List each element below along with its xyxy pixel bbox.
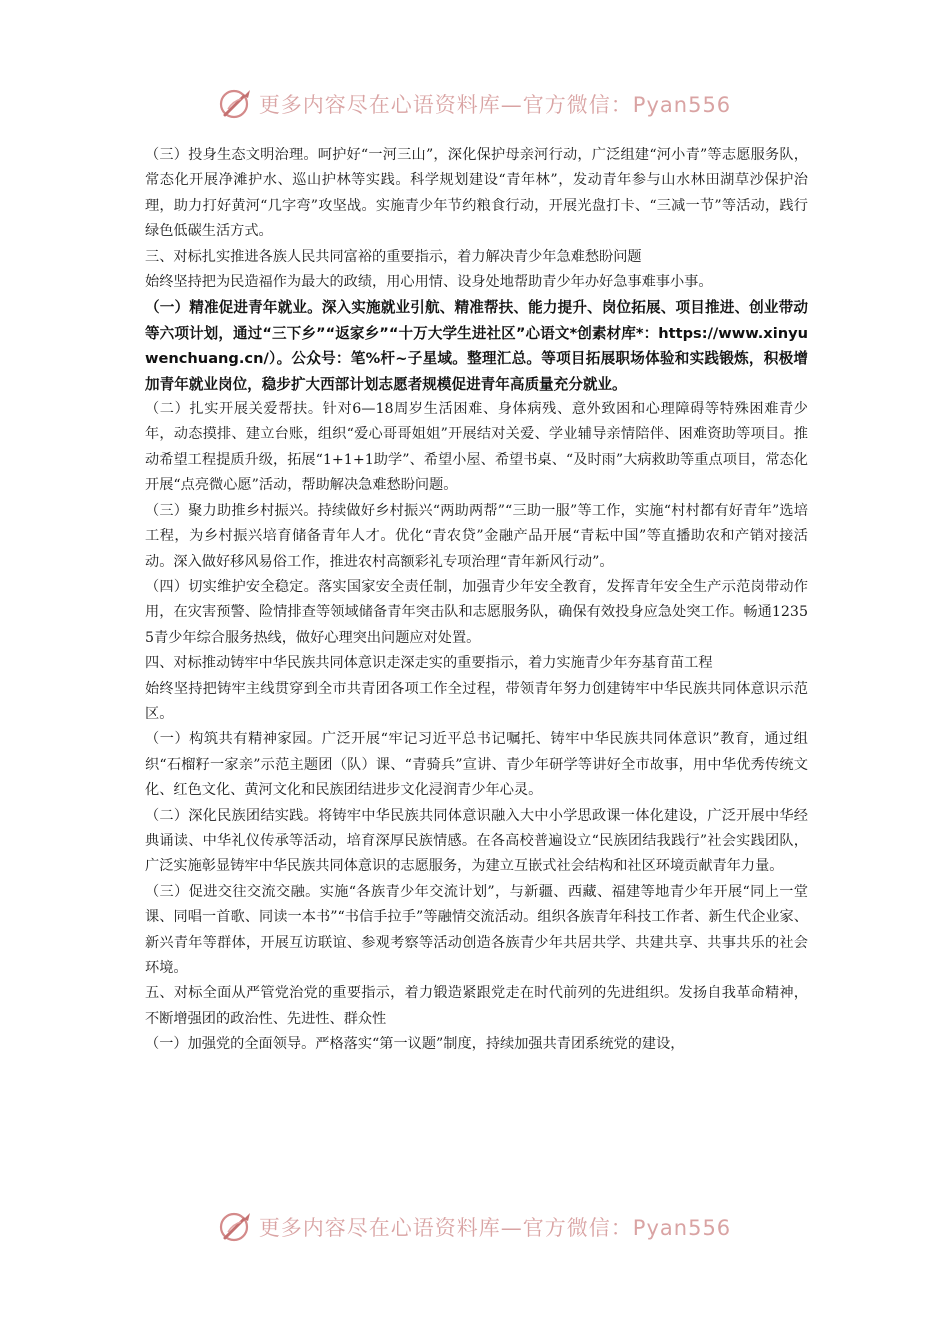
paragraph: （四）切实维护安全稳定。落实国家安全责任制，加强青少年安全教育，发挥青年安全生产示范岗带动作用，在灾害预警、险情排查等领域储备青年突击队和志愿服务队，确保有效投身应急处突工作。畅通12355青少年综合服务热线，做好心理突出问题应对处置。 [145,578,808,646]
paragraph: （一）加强党的全面领导。严格落实“第一议题”制度，持续加强共青团系统党的建设， [145,1036,685,1053]
paragraph: 始终坚持把铸牢主线贯穿到全市共青团各项工作全过程，带领青年努力创建铸牢中华民族共同体意识示范区。 [145,680,808,722]
footer-watermark-banner [0,1205,950,1249]
pen-logo-icon [219,1210,253,1244]
header-watermark-banner [0,82,950,126]
pen-logo-icon [219,87,253,121]
section-heading: 三、对标扎实推进各族人民共同富裕的重要指示，着力解决青少年急难愁盼问题 [145,248,642,265]
paragraph: （三）投身生态文明治理。呵护好“一河三山”，深化保护母亲河行动，广泛组建“河小青”等志愿服务队，常态化开展净滩护水、巡山护林等实践。科学规划建设“青年林”，发动青年参与山水林田湖草沙保护治理，助力打好黄河“几字弯”攻坚战。实施青少年节约粮食行动，开展光盘打卡、“三减一节”等活动，践行绿色低碳生活方式。 [145,147,808,240]
section-heading: 四、对标推动铸牢中华民族共同体意识走深走实的重要指示，着力实施青少年夯基育苗工程 [145,655,713,672]
paragraph: （二）深化民族团结实践。将铸牢中华民族共同体意识融入大中小学思政课一体化建设，广泛开展中华经典诵读、中华礼仪传承等活动，培育深厚民族情感。在各高校普遍设立“民族团结我践行”社会实践团队，广泛实施彰显铸牢中华民族共同体意识的志愿服务，为建立互嵌式社会结构和社区环境贡献青年力量。 [145,807,808,875]
paragraph: （三）聚力助推乡村振兴。持续做好乡村振兴“两助两帮”“三助一服”等工作，实施“村村都有好青年”选培工程，为乡村振兴培育储备青年人才。优化“青农贷”金融产品开展“青耘中国”等直播助农和产销对接活动。深入做好移风易俗工作，推进农村高额彩礼专项治理“青年新风行动”。 [145,502,808,570]
paragraph: （二）扎实开展关爱帮扶。针对6—18周岁生活困难、身体病残、意外致困和心理障碍等特殊困难青少年，动态摸排、建立台账，组织“爱心哥哥姐姐”开展结对关爱、学业辅导亲情陪伴、困难资助等项目。推动希望工程提质升级，拓展“1+1+1助学”、希望小屋、希望书桌、“及时雨”大病救助等重点项目，常态化开展“点亮微心愿”活动，帮助解决急难愁盼问题。 [145,401,808,494]
watermark-text: 更多内容尽在心语资料库—官方微信：Pyan556 [258,93,732,117]
paragraph: （一）构筑共有精神家园。广泛开展“牢记习近平总书记嘱托、铸牢中华民族共同体意识”教育，通过组织“石榴籽一家亲”示范主题团（队）课、“青骑兵”宣讲、青少年研学等讲好全市故事，用中华优秀传统文化、红色文化、黄河文化和民族团结进步文化浸润青少年心灵。 [145,731,808,799]
bold-paragraph: （一）精准促进青年就业。深入实施就业引航、精准帮扶、能力提升、岗位拓展、项目推进、创业带动等六项计划，通过“三下乡”“返家乡”“十万大学生进社区”心语文*创素材库*：https://www.xinyuwenchuang.cn/）。公众号：笔%杆~子星域。整理汇总。等项目拓展职场体验和实践锻炼，积极增加青年就业岗位，稳步扩大西部计划志愿者规模促进青年高质量充分就业。 [145,299,808,393]
document-body [145,143,808,1058]
paragraph: 始终坚持把为民造福作为最大的政绩，用心用情、设身处地帮助青少年办好急事难事小事。 [145,274,713,291]
watermark-text: 更多内容尽在心语资料库—官方微信：Pyan556 [258,1216,732,1240]
paragraph: （三）促进交往交流交融。实施“各族青少年交流计划”，与新疆、西藏、福建等地青少年开展“同上一堂课、同唱一首歌、同读一本书”“书信手拉手”等融情交流活动。组织各族青年科技工作者、新生代企业家、新兴青年等群体，开展互访联谊、参观考察等活动创造各族青少年共居共学、共建共享、共事共乐的社会环境。 [145,883,808,976]
section-heading: 五、对标全面从严管党治党的重要指示，着力锻造紧跟党走在时代前列的先进组织。发扬自我革命精神，不断增强团的政治性、先进性、群众性 [145,985,808,1027]
